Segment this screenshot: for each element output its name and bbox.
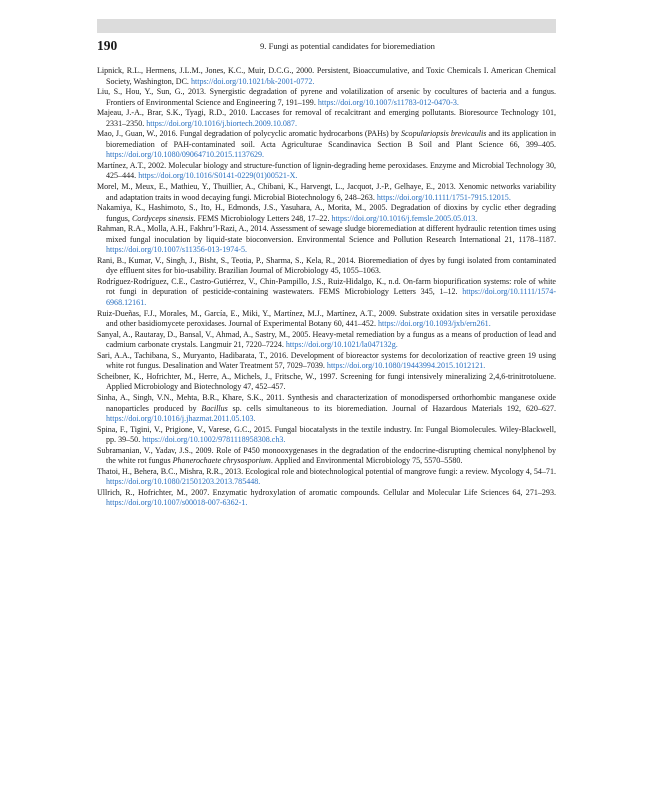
doi-link[interactable]: https://doi.org/10.1093/jxb/ern261.	[377, 319, 491, 329]
reference-entry: Mao, J., Guan, W., 2016. Fungal degradation of polycyclic aromatic hydrocarbons (PAHs) by Scopulariopsis brevicaulis and its application in bioremediation of PAH-contaminated soil. Acta Agriculturae Scandinavica Section B Soil and Plant Science 66, 399–405. https://doi.org/10.1080/09064710.2015.1137629.	[97, 129, 557, 160]
reference-entry: Majeau, J.-A., Brar, S.K., Tyagi, R.D., 2010. Laccases for removal of recalcitrant and emerging pollutants. Bioresource Technology 101, 2331–2350. https://doi.org/10.1016/j.biortech.2009.10.087.	[97, 108, 556, 128]
doi-link[interactable]: https://doi.org/10.1016/j.jhazmat.2011.05.103.	[106, 414, 256, 424]
doi-link[interactable]: https://doi.org/10.1080/21501203.2013.785448.	[106, 477, 261, 487]
doi-link[interactable]: https://doi.org/10.1016/S0141-0229(01)00521-X.	[138, 171, 298, 181]
reference-entry: Ruiz-Dueñas, F.J., Morales, M., García, E., Miki, Y., Martínez, M.J., Martínez, A.T., 2009. Substrate oxidation sites in versatile peroxidase and other basidiomycete peroxidases. Journal of Experimental Botany 60, 441–452. https://doi.org/10.1093/jxb/ern261.	[97, 308, 556, 329]
reference-list	[97, 66, 556, 509]
reference-entry: Sari, A.A., Tachibana, S., Muryanto, Hadibarata, T., 2016. Development of bioreactor systems for decolorization of reactive green 19 using white rot fungus. Desalination and Water Treatment 57, 7029–7039. https://doi.org/10.1080/19443994.2015.1012121.	[97, 350, 556, 371]
reference-entry: Liu, S., Hou, Y., Sun, G., 2013. Synergistic degradation of pyrene and volatilization of arsenic by cocultures of bacteria and a fungus. Frontiers of Environmental Science and Engineering 7, 191–199. https://doi.org/10.1007/s11783-012-0470-3.	[97, 87, 556, 107]
reference-entry: Rahman, R.A., Molla, A.H., Fakhru’l-Razi, A., 2014. Assessment of sewage sludge bioremediation at different hydraulic retention times using mixed fungal inoculation by liquid-state bioconversion. Environmental Science and Pollution Research International 21, 1178–1187. https://doi.org/10.1007/s11356-013-1974-5.	[97, 224, 556, 255]
reference-entry: Lipnick, R.L., Hermens, J.L.M., Jones, K.C., Muir, D.C.G., 2000. Persistent, Bioaccumulative, and Toxic Chemicals I. American Chemical Society, Washington, DC. https://doi.org/10.1021/bk-2001-0772.	[97, 66, 556, 86]
reference-entry: Subramanian, V., Yadav, J.S., 2009. Role of P450 monooxygenases in the degradation of the endocrine-disrupting chemical nonylphenol by the white rot fungus Phanerochaete chrysosporium. Applied and Environmental Microbiology 75, 5570–5580.	[97, 445, 556, 466]
reference-entry: Martínez, A.T., 2002. Molecular biology and structure-function of lignin-degrading heme peroxidases. Enzyme and Microbial Technology 30, 425–444. https://doi.org/10.1016/S0141-0229(01)00521-X.	[97, 160, 556, 181]
doi-link[interactable]: https://doi.org/10.1021/la047132g.	[285, 340, 398, 350]
doi-link[interactable]: https://doi.org/10.1007/s11783-012-0470-3.	[317, 97, 459, 107]
reference-entry: Ullrich, R., Hofrichter, M., 2007. Enzymatic hydroxylation of aromatic compounds. Cellular and Molecular Life Sciences 64, 271–293. https://doi.org/10.1007/s00018-007-6362-1.	[97, 487, 556, 508]
header-bar	[97, 19, 556, 33]
reference-entry: Morel, M., Meux, E., Mathieu, Y., Thuillier, A., Chibani, K., Harvengt, L., Jacquot, J.-P., Gelhaye, E., 2013. Xenomic networks variability and adaptation traits in wood decaying fungi. Microbial Biotechnology 6, 248–263. https://doi.org/10.1111/1751-7915.12015.	[97, 182, 556, 202]
doi-link[interactable]: https://doi.org/10.1007/s00018-007-6362-1.	[106, 498, 248, 508]
reference-entry: Nakamiya, K., Hashimoto, S., Ito, H., Edmonds, J.S., Yasuhara, A., Morita, M., 2005. Degradation of dioxins by cyclic ether degrading fungus, Cordyceps sinensis. FEMS Microbiology Letters 248, 17–22. https://doi.org/10.1016/j.femsle.2005.05.013.	[97, 203, 556, 223]
doi-link[interactable]: https://doi.org/10.1007/s11356-013-1974-5.	[106, 245, 248, 255]
reference-entry: Rani, B., Kumar, V., Singh, J., Bisht, S., Teotia, P., Sharma, S., Kela, R., 2014. Bioremediation of dyes by fungi isolated from contaminated dye effluent sites for bio-usability. Brazilian Journal of Microbiology 45, 1055–1063.	[97, 255, 556, 276]
doi-link[interactable]: https://doi.org/10.1016/j.femsle.2005.05.013.	[331, 213, 478, 223]
doi-link[interactable]: https://doi.org/10.1016/j.biortech.2009.10.087.	[146, 118, 297, 128]
doi-link[interactable]: https://doi.org/10.1111/1751-7915.12015.	[376, 192, 511, 202]
page-number: 190	[97, 38, 118, 53]
running-head: 9. Fungi as potential candidates for bioremediation	[260, 41, 435, 51]
doi-link[interactable]: https://doi.org/10.1002/9781118958308.ch3.	[142, 435, 286, 445]
reference-entry: Scheibner, K., Hofrichter, M., Herre, A., Michels, J., Fritsche, W., 1997. Screening for fungi intensively mineralizing 2,4,6-trinitrotoluene. Applied Microbiology and Biotechnology 47, 452–457.	[97, 371, 556, 392]
reference-entry: Sanyal, A., Rautaray, D., Bansal, V., Ahmad, A., Sastry, M., 2005. Heavy-metal remediation by a fungus as a means of production of lead and cadmium carbonate crystals. Langmuir 21, 7220–7224. https://doi.org/10.1021/la047132g.	[97, 329, 556, 350]
reference-entry: Sinha, A., Singh, V.N., Mehta, B.R., Khare, S.K., 2011. Synthesis and characterization of monodispersed orthorhombic manganese oxide nanoparticles produced by Bacillus sp. cells simultaneous to its bioremediation. Journal of Hazardous Materials 192, 620–627. https://doi.org/10.1016/j.jhazmat.2011.05.103.	[97, 392, 556, 424]
doi-link[interactable]: https://doi.org/10.1111/1574-6968.12161.	[106, 287, 556, 308]
reference-entry: Rodríguez-Rodríguez, C.E., Castro-Gutiérrez, V., Chin-Pampillo, J.S., Ruiz-Hidalgo, K., n.d. On-farm biopurification systems: role of white rot fungi in depuration of pesticide-containing wastewaters. FEMS Microbiology Letters 345, 1–12. https://doi.org/10.1111/1574-6968.12161.	[97, 276, 556, 308]
doi-link[interactable]: https://doi.org/10.1080/09064710.2015.1137629.	[106, 150, 265, 160]
reference-entry: Spina, F., Tigini, V., Prigione, V., Varese, G.C., 2015. Fungal biocatalysts in the textile industry. In: Fungal Biomolecules. Wiley-Blackwell, pp. 39–50. https://doi.org/10.1002/9781118958308.ch3.	[97, 424, 556, 445]
reference-entry: Thatoi, H., Behera, B.C., Mishra, R.R., 2013. Ecological role and biotechnological potential of mangrove fungi: a review. Mycology 4, 54–71. https://doi.org/10.1080/21501203.2013.785448.	[97, 466, 556, 487]
doi-link[interactable]: https://doi.org/10.1080/19443994.2015.1012121.	[326, 361, 486, 371]
doi-link[interactable]: https://doi.org/10.1021/bk-2001-0772.	[190, 76, 315, 86]
